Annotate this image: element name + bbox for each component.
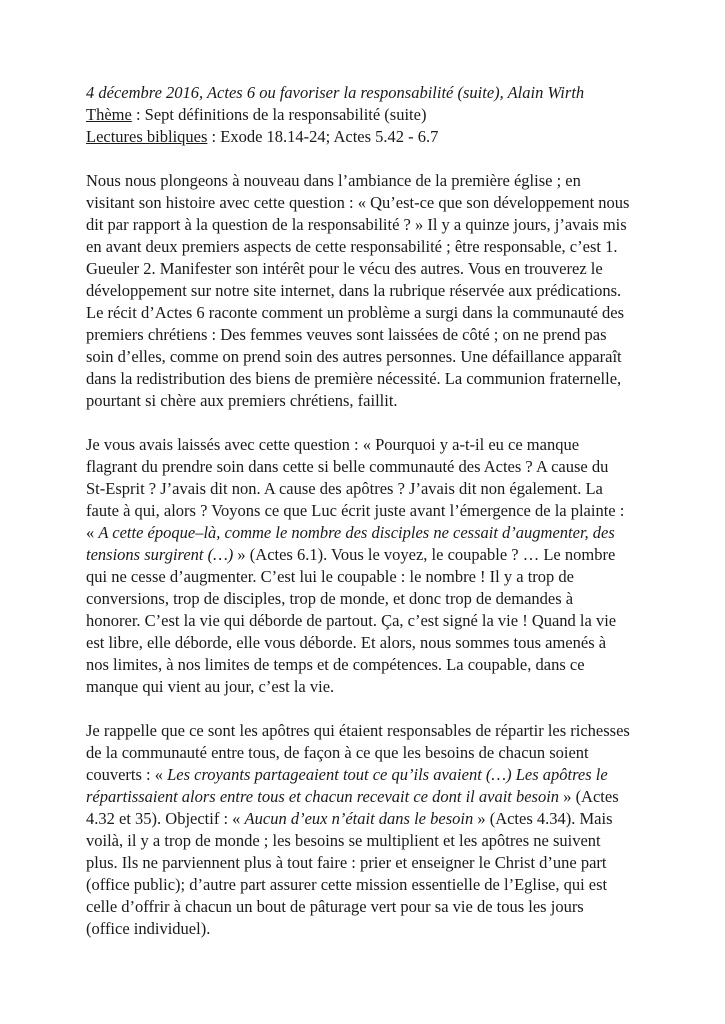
paragraph-3-text-c: » (Actes 4.32 et 35). Objectif : «	[86, 787, 619, 828]
readings-label: Lectures bibliques	[86, 127, 208, 146]
paragraph-3-text-e: » (Actes 4.34). Mais voilà, il y a trop de monde ; les besoins se multiplient et les apôtres ne suivent plus. Ils ne parviennent plus à tout faire : prier et enseigner le Christ d’une part (office public); d’autre part assurer cette mission essentielle de l’Eglise, qui est celle d’offrir à chacun un bout de pâturage vert pour sa vie de tous les jours (office individuel).	[86, 809, 613, 938]
paragraph-3	[86, 720, 631, 940]
paragraph-2	[86, 434, 631, 698]
theme-line	[86, 104, 646, 126]
paragraph-2-quote: A cette époque–là, comme le nombre des disciples ne cessait d’augmenter, des tensions surgirent (…)	[86, 523, 615, 564]
sermon-title: 4 décembre 2016, Actes 6 ou favoriser la responsabilité (suite), Alain Wirth	[86, 83, 585, 102]
paragraph-2-text-c: » (Actes 6.1). Vous le voyez, le coupable ? … Le nombre qui ne cesse d’augmenter. C’est lui le coupable : le nombre ! Il y a trop de conversions, trop de disciples, trop de monde, et donc trop de demandes à honorer. C’est la vie qui déborde de partout. Ça, c’est signé la vie ! Quand la vie est libre, elle déborde, elle vous déborde. Et alors, nous sommes tous amenés à nos limites, à nos limites de temps et de compétences. La coupable, dans ce manque qui vient au jour, c’est la vie.	[86, 545, 617, 696]
paragraph-1: Nous nous plongeons à nouveau dans l’ambiance de la première église ; en visitant son histoire avec cette question : « Qu’est-ce que son développement nous dit par rapport à la question de la responsabilité ? » Il y a quinze jours, j’avais mis en avant deux premiers aspects de cette responsabilité ; être responsable, c’est 1. Gueuler 2. Manifester son intérêt pour le vécu des autres. Vous en trouverez le développement sur notre site internet, dans la rubrique réservée aux prédications. Le récit d’Actes 6 raconte comment un problème a surgi dans la communauté des premiers chrétiens : Des femmes veuves sont laissées de côté ; on ne prend pas soin d’elles, comme on prend soin des autres personnes. Une défaillance apparaît dans la redistribution des biens de première nécessité. La communion fraternelle, pourtant si chère aux premiers chrétiens, faillit.	[86, 171, 630, 410]
readings-value: : Exode 18.14-24; Actes 5.42 - 6.7	[207, 127, 439, 146]
paragraph-3-quote-1: Les croyants partageaient tout ce qu’ils avaient (…) Les apôtres le répartissaient alors entre tous et chacun recevait ce dont il avait besoin	[86, 765, 608, 806]
paragraph-3-text-a: Je rappelle que ce sont les apôtres qui étaient responsables de répartir les richesses de la communauté entre tous, de façon à ce que les besoins de chacun soient couverts : «	[86, 721, 630, 784]
paragraph-3-quote-2: Aucun d’eux n’était dans le besoin	[244, 809, 474, 828]
document-page	[86, 82, 646, 962]
readings-line	[86, 126, 646, 148]
paragraph-2-text-a: Je vous avais laissés avec cette question : « Pourquoi y a-t-il eu ce manque flagrant du prendre soin dans cette si belle communauté des Actes ? A cause du St-Esprit ? J’avais dit non. A cause des apôtres ? J’avais dit non également. La faute à qui, alors ? Voyons ce que Luc écrit juste avant l’émergence de la plainte : «	[86, 435, 625, 542]
theme-label: Thème	[86, 105, 132, 124]
theme-value: : Sept définitions de la responsabilité (suite)	[131, 105, 427, 124]
